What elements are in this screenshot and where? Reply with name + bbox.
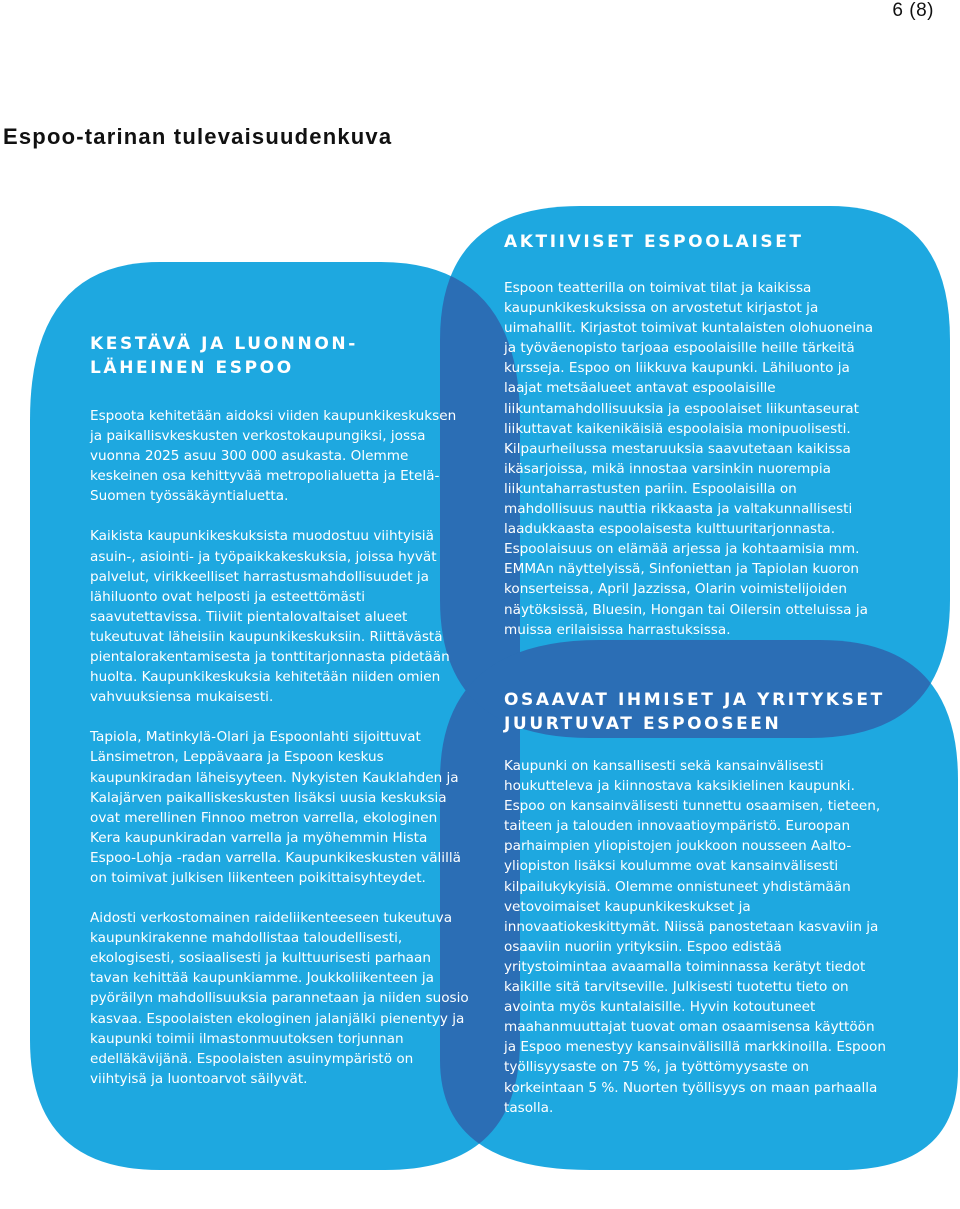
paragraph: Kaikista kaupunkikeskuksista muodostuu viihtyisiä asuin-, asiointi- ja työpaikkakeskuksia, joissa hyvät palvelut, virikkeelliset harrastusmahdollisuudet ja lähiluonto ovat helposti ja esteettömästi saavutettavissa. Tiiviit pientalovaltaiset alueet tukeutuvat läheisiin kaupunkikeskuksiin. Riittävästä pientalorakentamisesta ja tonttitarjonnasta pidetään huolta. Kaupunkikeskuksia kehitetään niiden omien vahvuuksiensa mukaisesti. [90, 528, 450, 706]
section-heading [504, 688, 888, 736]
heading-line: OSAAVAT IHMISET JA YRITYKSET [504, 690, 885, 710]
section-skilled-people-and-companies [504, 688, 888, 1138]
heading-line: JUURTUVAT ESPOOSEEN [504, 714, 782, 734]
page-title: Espoo-tarinan tulevaisuudenkuva [3, 124, 393, 149]
paragraph: Aidosti verkostomainen raideliikenteeseen tukeutuva kaupunkirakenne mahdollistaa taloudellisesti, ekologisesti, sosiaalisesti ja kulttuurisesti parhaan tavan kehittää kaupunkiamme. Joukkoliikenteen ja pyöräilyn mahdollisuuksia parannetaan ja niiden suosio kasvaa. Espoolaisten ekologinen jalanjälki pienentyy ja kaupunki toimii ilmastonmuutoksen torjunnan edelläkävijänä. Espoolaisten asuinympäristö on viihtyisä ja luontoarvot säilyvät. [90, 910, 469, 1087]
section-sustainable-espoo [90, 332, 470, 1109]
section-heading: AKTIIVISET ESPOOLAISET [504, 232, 804, 252]
page-number: 6 (8) [892, 0, 934, 21]
section-active-residents [504, 230, 888, 660]
paragraph: Espoota kehitetään aidoksi viiden kaupunkikeskuksen ja paikallisvkeskusten verkostokaupungiksi, jossa vuonna 2025 asuu 300 000 asukasta. Olemme keskeinen osa kehittyvää metropolialuetta ja Etelä-Suomen työssäkäyntialuetta. [90, 408, 457, 505]
heading-line: LÄHEINEN ESPOO [90, 358, 294, 378]
paragraph: Kaupunki on kansallisesti sekä kansainvälisesti houkutteleva ja kiinnostava kaksikielinen kaupunki. Espoo on kansainvälisesti tunnettu osaamisen, tieteen, taiteen ja talouden innovaatioympäristö. Euroopan parhaimpien yliopistojen joukkoon nousseen Aalto-yliopiston lisäksi koulumme ovat kansainvälisesti kilpailukykyisiä. Olemme onnistuneet yhdistämään vetovoimaiset kaupunkikeskukset ja innovaatiokeskittymät. Niissä panostetaan kasvaviin ja osaaviin nuoriin yrityksiin. Espoo edistää yritystoimintaa avaamalla toiminnassa kerätyt tiedot kaikille sitä tarvitseville. Julkisesti tuotettu tieto on avointa myös kuntalaisille. Hyvin kotoutuneet maahanmuuttajat tuovat oman osaamisensa käyttöön ja Espoo menestyy kansainvälisillä markkinoilla. Espoon työllisyysaste on 75 %, ja työttömyysaste on korkeintaan 5 %. Nuorten työllisyys on maan parhaalla tasolla. [504, 758, 886, 1116]
paragraph: Espoon teatterilla on toimivat tilat ja kaikissa kaupunkikeskuksissa on arvostetut kirjastot ja uimahallit. Kirjastot toimivat kuntalaisten olohuoneina ja työväenopisto tarjoaa espoolaisille heille tärkeitä kursseja. Espoo on liikkuva kaupunki. Lähiluonto ja laajat metsäalueet antavat espoolaisille liikuntamahdollisuuksia ja espoolaiset liikuntaseurat liikuttavat kaikenikäisiä espoolaisia monipuolisesti. Kilpaurheilussa mestaruuksia saavutetaan kaikissa ikäsarjoissa, mikä innostaa varsinkin nuorempia liikuntaharrastusten pariin. Espoolaisilla on mahdollisuus nauttia rikkaasta ja valtakunnallisesti laadukkaasta espoolaisesta kulttuuritarjonnasta. Espoolaisuus on elämää arjessa ja kohtaamisia mm. EMMAn näyttelyissä, Sinfoniettan ja Tapiolan kuoron konserteissa, April Jazzissa, Olarin voimistelijoiden näytöksissä, Bluesin, Hongan tai Oilersin otteluissa ja muissa erilaisissa harrastuksissa. [504, 280, 874, 638]
paragraph: Tapiola, Matinkylä-Olari ja Espoonlahti sijoittuvat Länsimetron, Leppävaara ja Espoon keskus kaupunkiradan läheisyyteen. Nykyisten Kauklahden ja Kalajärven paikalliskeskusten lisäksi uusia keskuksia ovat merellinen Finnoo metron varrella, ekologinen Kera kaupunkiradan varrella ja myöhemmin Hista Espoo-Lohja -radan varrella. Kaupunkikeskusten välillä on toimivat julkisen liikenteen poikittaisyhteydet. [90, 729, 461, 886]
section-heading [90, 332, 470, 380]
heading-line: KESTÄVÄ JA LUONNON- [90, 334, 358, 354]
